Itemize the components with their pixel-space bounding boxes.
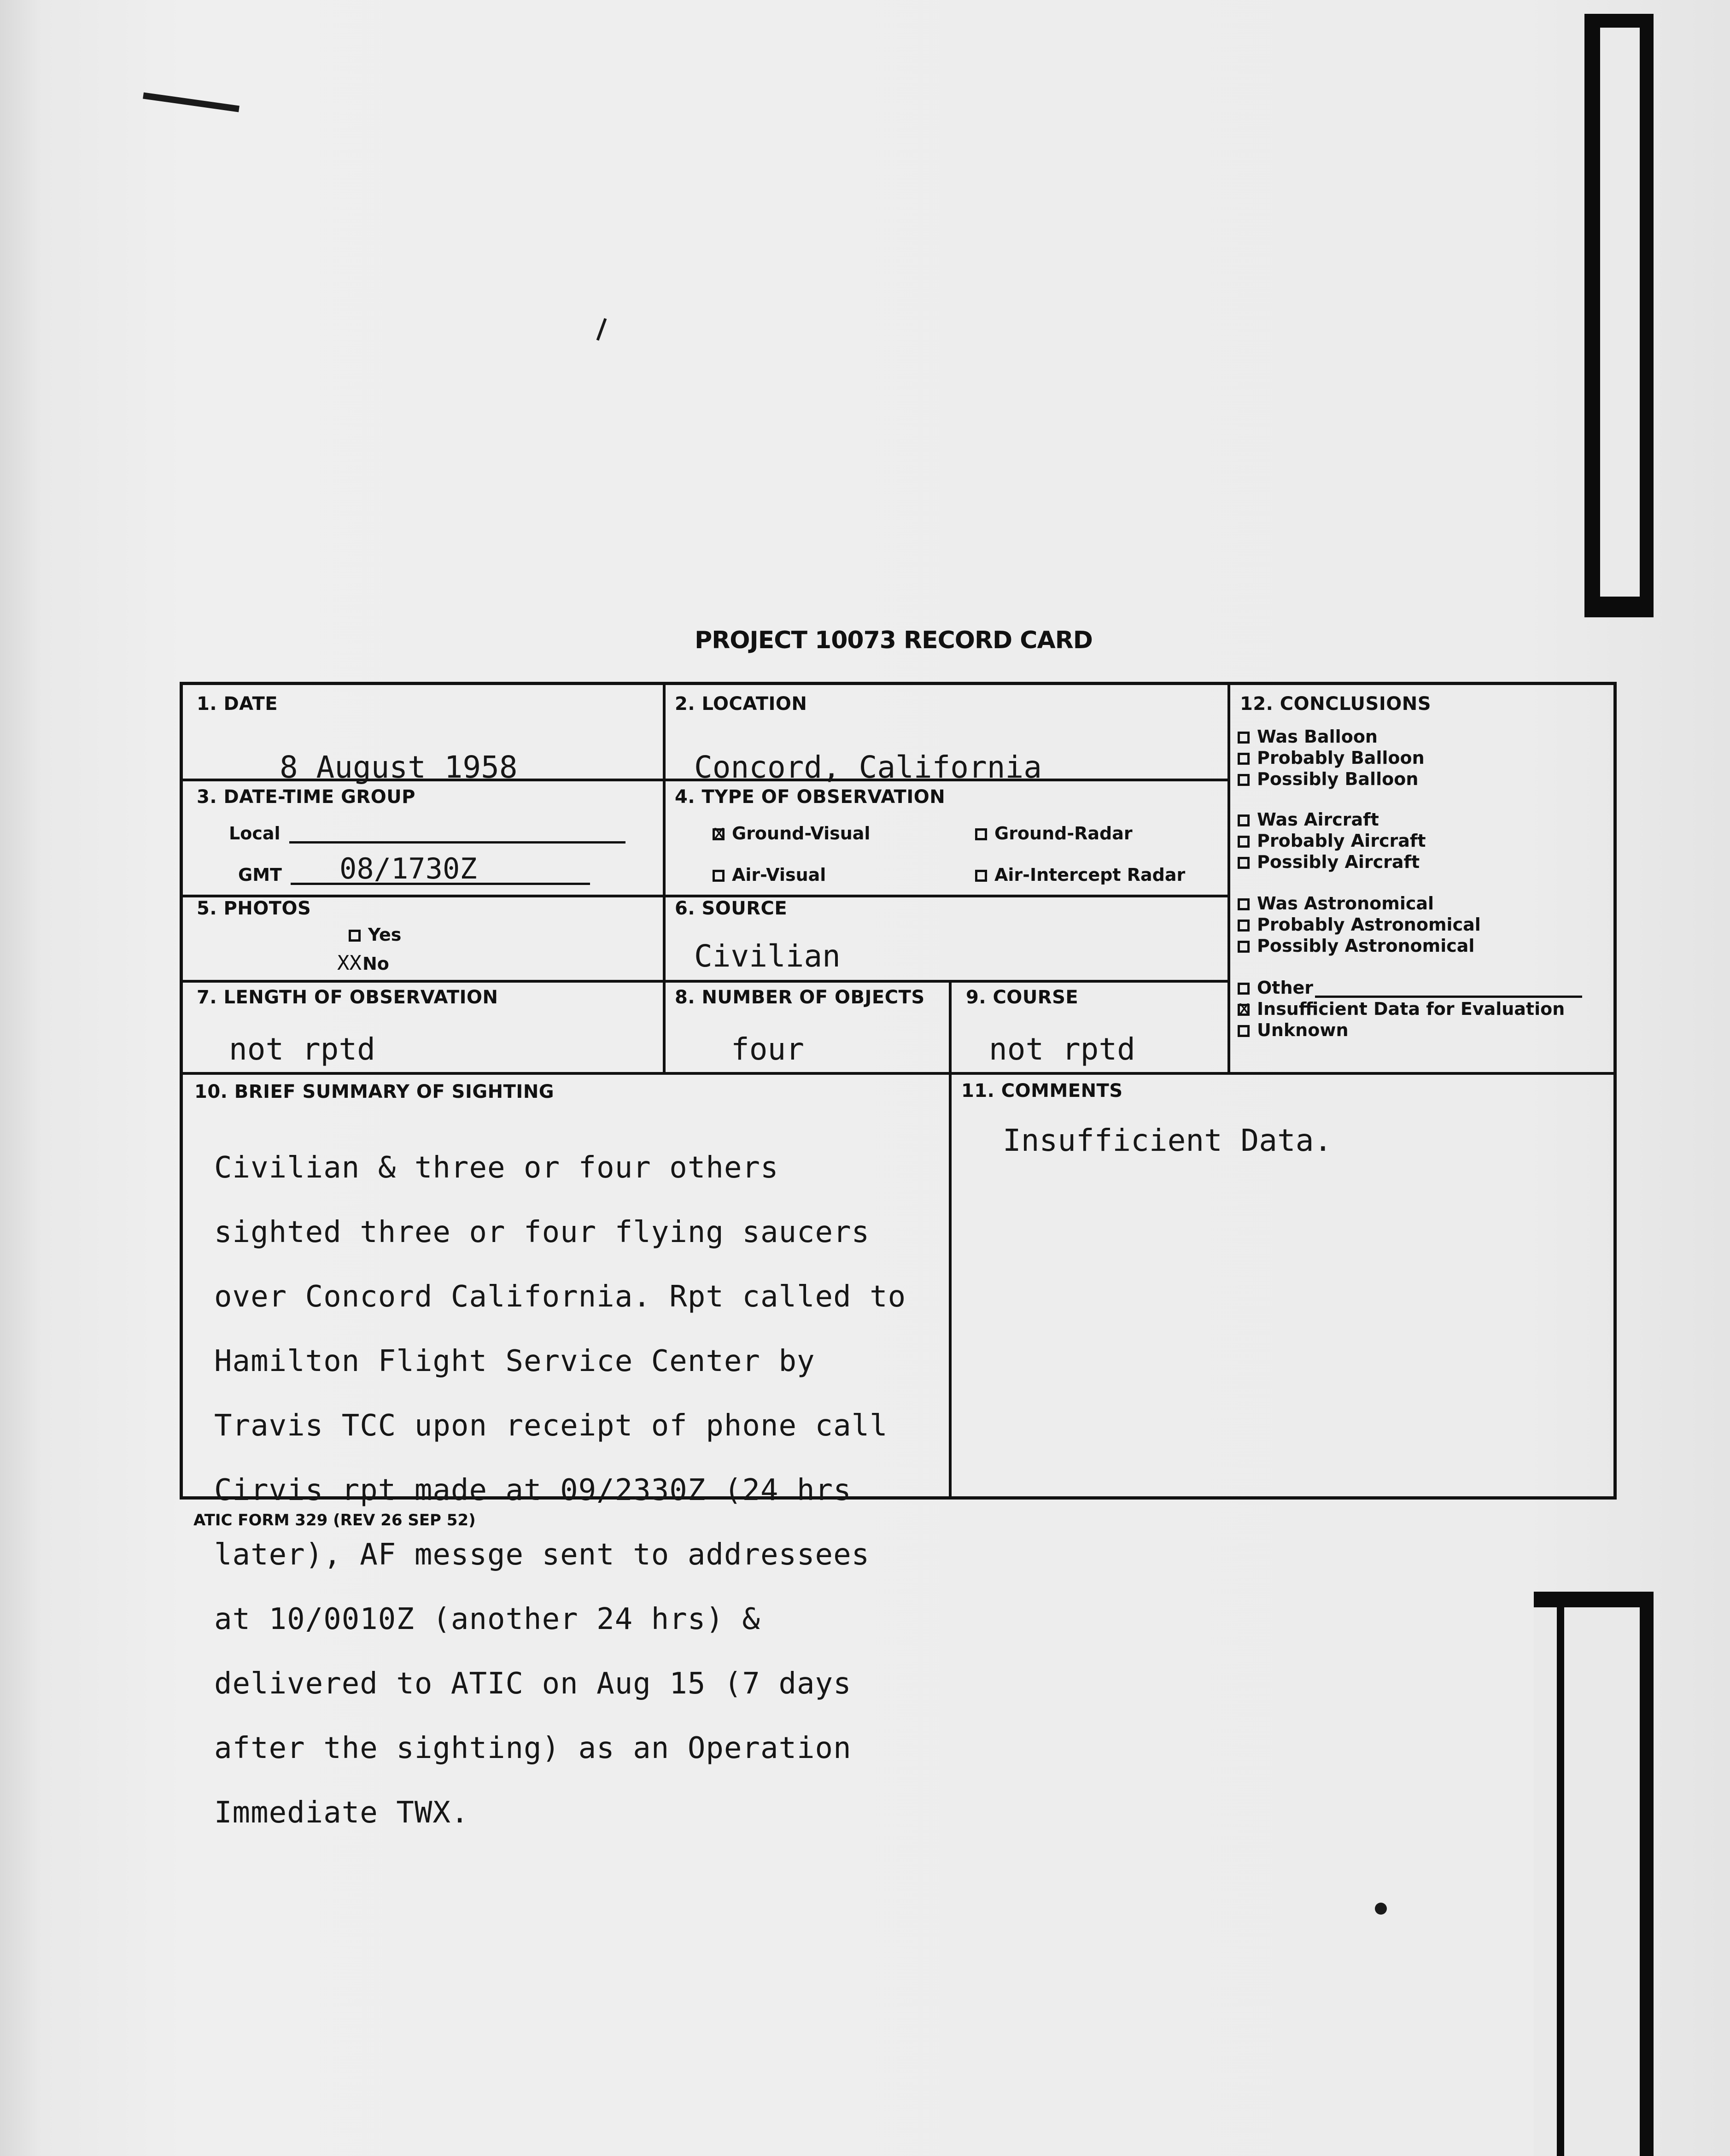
air-intercept-text: Air-Intercept Radar	[994, 865, 1186, 885]
divider-h-row3	[183, 980, 1227, 983]
checkbox-was-aircraft	[1238, 814, 1250, 826]
summary-line: at 10/0010Z (another 24 hrs) &	[214, 1602, 760, 1636]
objects-value: four	[731, 1031, 804, 1067]
location-label: 2. LOCATION	[675, 693, 807, 715]
divider-h-row4	[183, 1072, 1615, 1075]
summary-line: over Concord California. Rpt called to	[214, 1280, 906, 1314]
source-value: Civilian	[694, 938, 841, 974]
course-label: 9. COURSE	[966, 987, 1079, 1008]
binder-clip-top	[1584, 14, 1654, 617]
date-label: 1. DATE	[197, 693, 278, 715]
summary-line: Hamilton Flight Service Center by	[214, 1344, 815, 1378]
was-aircraft-text: Was Aircraft	[1257, 809, 1379, 830]
checkbox-was-balloon	[1238, 732, 1250, 744]
dtg-gmt-label: GMT	[238, 865, 282, 885]
photos-no-text: No	[362, 954, 389, 974]
conclusion-possibly-balloon	[1238, 769, 1418, 789]
photos-yes-text: Yes	[368, 925, 402, 945]
checkbox-probably-balloon	[1238, 753, 1250, 765]
other-line	[1315, 982, 1582, 998]
checkbox-possibly-astronomical	[1238, 941, 1250, 953]
possibly-astronomical-text: Possibly Astronomical	[1257, 936, 1475, 956]
binder-clip-bottom	[1534, 1592, 1654, 2156]
conclusion-probably-astronomical	[1238, 914, 1481, 935]
checkbox-air-intercept	[975, 870, 987, 882]
checkbox-other	[1238, 983, 1250, 995]
other-text: Other	[1257, 978, 1314, 998]
checkbox-was-astronomical	[1238, 898, 1250, 910]
photos-no	[337, 951, 389, 975]
conclusion-other	[1238, 978, 1582, 998]
checkbox-insufficient-data	[1238, 1004, 1250, 1016]
summary-label: 10. BRIEF SUMMARY OF SIGHTING	[194, 1081, 555, 1102]
location-value: Concord, California	[694, 750, 1042, 785]
conclusion-possibly-aircraft	[1238, 852, 1420, 872]
type-label: 4. TYPE OF OBSERVATION	[675, 786, 946, 808]
checkbox-probably-astronomical	[1238, 920, 1250, 932]
checkbox-possibly-aircraft	[1238, 857, 1250, 869]
divider-h-row2	[183, 895, 1227, 897]
photos-label: 5. PHOTOS	[197, 898, 311, 919]
checkbox-ground-visual	[713, 828, 725, 840]
divider-v-col1	[663, 685, 666, 1072]
probably-astronomical-text: Probably Astronomical	[1257, 914, 1481, 935]
type-ground-radar	[975, 823, 1133, 844]
scan-mark-dot	[1375, 1903, 1387, 1915]
form-footer: ATIC FORM 329 (REV 26 SEP 52)	[193, 1511, 476, 1529]
conclusion-possibly-astronomical	[1238, 936, 1474, 956]
summary-line: after the sighting) as an Operation	[214, 1731, 852, 1765]
conclusion-unknown	[1238, 1020, 1349, 1040]
possibly-balloon-text: Possibly Balloon	[1257, 769, 1419, 789]
divider-v-col2	[1227, 685, 1230, 1072]
checkbox-possibly-balloon	[1238, 774, 1250, 786]
type-ground-visual	[713, 823, 870, 844]
checkbox-unknown	[1238, 1025, 1250, 1037]
summary-line: Immediate TWX.	[214, 1796, 469, 1830]
air-visual-text: Air-Visual	[732, 865, 826, 885]
card-title: PROJECT 10073 RECORD CARD	[695, 627, 1093, 654]
type-air-visual	[713, 865, 826, 885]
unknown-text: Unknown	[1257, 1020, 1349, 1040]
possibly-aircraft-text: Possibly Aircraft	[1257, 852, 1420, 872]
was-balloon-text: Was Balloon	[1257, 726, 1378, 747]
photos-yes	[349, 925, 401, 945]
summary-line: Civilian & three or four others	[214, 1151, 779, 1185]
type-air-intercept	[975, 865, 1185, 885]
summary-line: sighted three or four flying saucers	[214, 1215, 870, 1249]
objects-label: 8. NUMBER OF OBJECTS	[675, 987, 925, 1008]
dtg-local-label: Local	[229, 823, 281, 844]
conclusion-probably-aircraft	[1238, 831, 1426, 851]
length-label: 7. LENGTH OF OBSERVATION	[197, 987, 498, 1008]
date-value: 8 August 1958	[280, 750, 518, 785]
conclusion-was-astronomical	[1238, 893, 1434, 914]
length-value: not rptd	[229, 1031, 375, 1067]
probably-aircraft-text: Probably Aircraft	[1257, 831, 1426, 851]
source-label: 6. SOURCE	[675, 898, 788, 919]
dtg-local-field	[229, 823, 625, 844]
insufficient-data-text: Insufficient Data for Evaluation	[1257, 999, 1565, 1019]
checkbox-ground-radar	[975, 828, 987, 840]
conclusion-was-balloon	[1238, 726, 1378, 747]
ground-radar-text: Ground-Radar	[994, 823, 1133, 844]
comments-label: 11. COMMENTS	[961, 1080, 1123, 1101]
was-astronomical-text: Was Astronomical	[1257, 893, 1434, 914]
checkbox-air-visual	[713, 870, 725, 882]
conclusions-label: 12. CONCLUSIONS	[1240, 693, 1431, 715]
summary-line: Travis TCC upon receipt of phone call	[214, 1409, 888, 1443]
conclusion-probably-balloon	[1238, 748, 1425, 768]
photos-no-mark: XX	[337, 951, 362, 975]
bleed-through-text	[599, 55, 615, 88]
dtg-label: 3. DATE-TIME GROUP	[197, 786, 415, 808]
checkbox-photos-yes	[349, 930, 361, 942]
ground-visual-text: Ground-Visual	[732, 823, 871, 844]
checkbox-probably-aircraft	[1238, 836, 1250, 848]
probably-balloon-text: Probably Balloon	[1257, 748, 1425, 768]
summary-line: delivered to ATIC on Aug 15 (7 days	[214, 1667, 852, 1701]
dtg-local-line	[289, 825, 625, 844]
conclusion-was-aircraft	[1238, 809, 1379, 830]
summary-line: Cirvis rpt made at 09/2330Z (24 hrs	[214, 1473, 852, 1507]
dtg-gmt-value: 08/1730Z	[339, 852, 477, 885]
summary-text	[214, 1119, 960, 1861]
comments-value: Insufficient Data.	[1003, 1123, 1333, 1158]
conclusion-insufficient-data	[1238, 999, 1565, 1019]
summary-line: later), AF messge sent to addressees	[214, 1538, 870, 1572]
course-value: not rptd	[989, 1031, 1135, 1067]
